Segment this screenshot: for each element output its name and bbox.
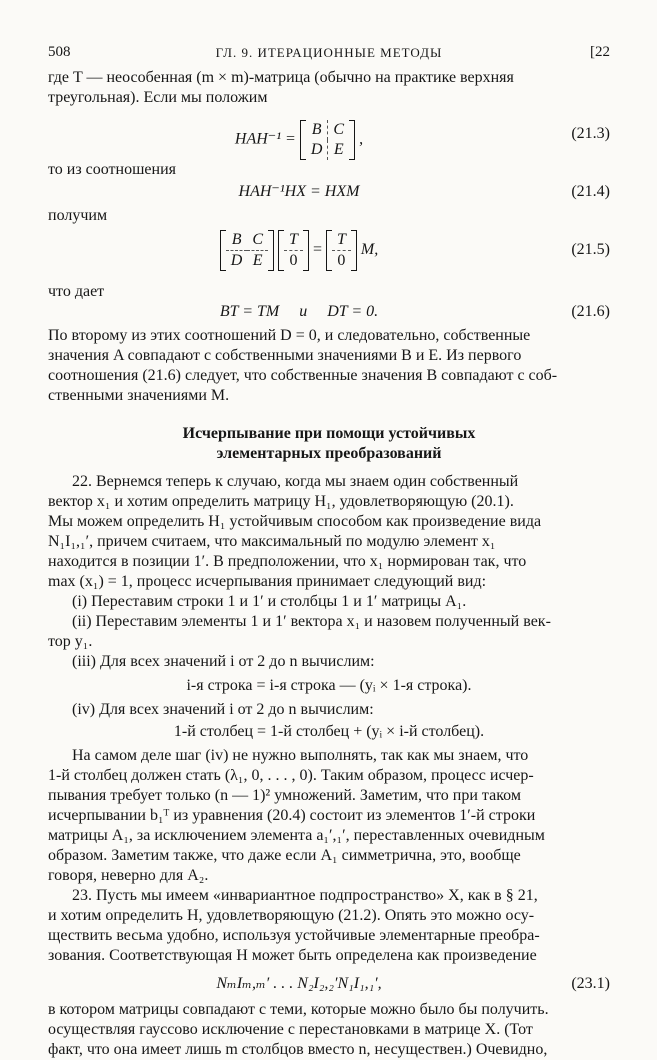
heading-line: Исчерпывание при помощи устойчивых (182, 425, 476, 442)
paragraph-remarks (48, 746, 610, 886)
text-line: Мы можем определить H₁ устойчивым способом как произведение вида (48, 513, 542, 530)
text-line: max (x₁) = 1, процесс исчерпывания принимает следующий вид: (48, 573, 487, 590)
text-line: исчерпывании b₁ᵀ из уравнения (20.4) состоит из элементов 1′-й строки (48, 807, 536, 824)
matrix-cell: C (247, 230, 268, 251)
equation-number: (21.6) (571, 303, 610, 320)
text-line: N₁I₁,₁′, причем считаем, что максимальный по модулю элемент x₁ (48, 533, 496, 550)
text-line: 1-й столбец должен стать (λ₁, 0, . . . , 0). Таким образом, процесс исчер- (48, 767, 534, 784)
procedure-steps (48, 592, 610, 742)
equation-21-6 (48, 302, 610, 326)
text-line: матрицы A₁, за исключением элемента a₁′,₁′, переставленных очевидным (48, 827, 545, 844)
text-line: 23. Пусть мы имеем «инвариантное подпространство» X, как в § 21, (72, 887, 538, 904)
equation-number: (23.1) (571, 975, 610, 992)
matrix-cell: D (230, 252, 243, 269)
equation-number: (21.3) (571, 125, 610, 142)
equation-21-5 (48, 226, 610, 278)
block-matrix (220, 230, 274, 271)
section-heading (48, 424, 610, 464)
page-number: 508 (48, 44, 71, 60)
equation-tail: M, (360, 241, 379, 259)
text-line: образом. Заметим также, что даже если A₁ симметрична, это, вообще (48, 847, 521, 864)
text-line: значения A совпадают с собственными значениями B и E. Из первого (48, 347, 522, 364)
matrix-cell: C (333, 121, 345, 138)
text-line: зования. Соответствующая H может быть определена как произведение (48, 947, 537, 964)
equation-23-1 (48, 966, 610, 1000)
step-iv-formula: 1-й столбец = 1-й столбец + (yᵢ × i-й столбец). (173, 723, 485, 740)
text-line: факт, что она имеет лишь m столбцов вместо n, несуществен.) Очевидно, (48, 1041, 548, 1058)
text-line: то из соотношения (48, 161, 177, 178)
step-ii: (ii) Переставим элементы 1 и 1′ вектора x₁ и назовем полученный век- (72, 613, 551, 630)
equation-number: (21.5) (571, 241, 610, 258)
paragraph-consequence (48, 326, 610, 406)
page-header (48, 42, 610, 68)
step-iii: (iii) Для всех значений i от 2 до n вычислим: (72, 653, 375, 670)
text-line: По второму из этих соотношений D = 0, и следовательно, собственные (48, 327, 531, 344)
section-marker: [22 (590, 44, 610, 60)
equation-21-3 (48, 108, 610, 160)
text-line: и хотим определить H, удовлетворяющую (21.2). Опять это можно осу- (48, 907, 535, 924)
text-line: вектор x₁ и хотим определить матрицу H₁, удовлетворяющую (20.1). (48, 493, 514, 510)
text-line: что дает (48, 283, 105, 300)
paragraph-intro (48, 68, 610, 108)
text-line: пывания требует только (n — 1)² умножений. Заметим, что при таком (48, 787, 521, 804)
text-line: На самом деле шаг (iv) не нужно выполнять, так как мы знаем, что (72, 747, 529, 764)
paragraph-final (48, 1000, 610, 1060)
matrix-cell: B (226, 230, 248, 251)
matrix-cell: E (252, 252, 263, 269)
step-iii-formula: i-я строка = i-я строка — (yᵢ × 1-я строка). (186, 677, 472, 694)
paragraph-23 (48, 886, 610, 966)
text-line: ществить весьма удобно, используя устойчивые элементарные преобра- (48, 927, 540, 944)
equation-21-4 (48, 180, 610, 206)
equation-expression: NₘIₘ,ₘ′ . . . N₂I₂,₂′N₁I₁,₁′, (216, 975, 382, 992)
paragraph-22 (48, 472, 610, 592)
text-line: говоря, неверно для A₂. (48, 867, 209, 884)
text-line: осуществляя гауссово исключение с перестановками в матрице X. (Тот (48, 1021, 533, 1038)
heading-line: элементарных преобразований (216, 445, 442, 462)
matrix-cell: E (333, 141, 344, 158)
vector-cell: 0 (337, 252, 346, 269)
text-line: в котором матрицы совпадают с теми, которые можно было бы получить. (48, 1001, 549, 1018)
vector-cell: 0 (289, 252, 298, 269)
equals-sign: = (312, 241, 322, 259)
step-i: (i) Переставим строки 1 и 1′ и столбцы 1 и 1′ матрицы A₁. (72, 593, 467, 610)
vector-cell: T (284, 230, 303, 251)
text-line: 22. Вернемся теперь к случаю, когда мы знаем один собственный (72, 473, 519, 490)
equation-expression: BT = TM и DT = 0. (219, 303, 379, 320)
equation-number: (21.4) (571, 183, 610, 200)
matrix-cell: D (306, 140, 328, 160)
step-ii-continued: тор y₁. (48, 633, 93, 650)
block-vector (278, 230, 309, 271)
equation-expression: HAH⁻¹HX = HXM (238, 183, 360, 200)
block-matrix (300, 120, 355, 160)
equation-tail: , (359, 130, 364, 148)
step-iv: (iv) Для всех значений i от 2 до n вычислим: (72, 701, 374, 718)
running-title: ГЛ. 9. ИТЕРАЦИОННЫЕ МЕТОДЫ (215, 45, 443, 60)
vector-cell: T (332, 230, 351, 251)
book-page (48, 42, 610, 1060)
matrix-cell: B (306, 120, 328, 140)
equation-lhs: HAH⁻¹ = (234, 130, 296, 148)
text-line: соотношения (21.6) следует, что собственные значения B совпадают с соб- (48, 367, 558, 384)
text-line: получим (48, 207, 108, 224)
block-vector (326, 230, 357, 271)
text-line: где T — неособенная (m × m)-матрица (обычно на практике верхняя (48, 69, 514, 86)
text-line: находится в позиции 1′. В предположении, что x₁ нормирован так, что (48, 553, 527, 570)
text-line: ственными значениями M. (48, 387, 230, 404)
text-line: треугольная). Если мы положим (48, 89, 268, 106)
